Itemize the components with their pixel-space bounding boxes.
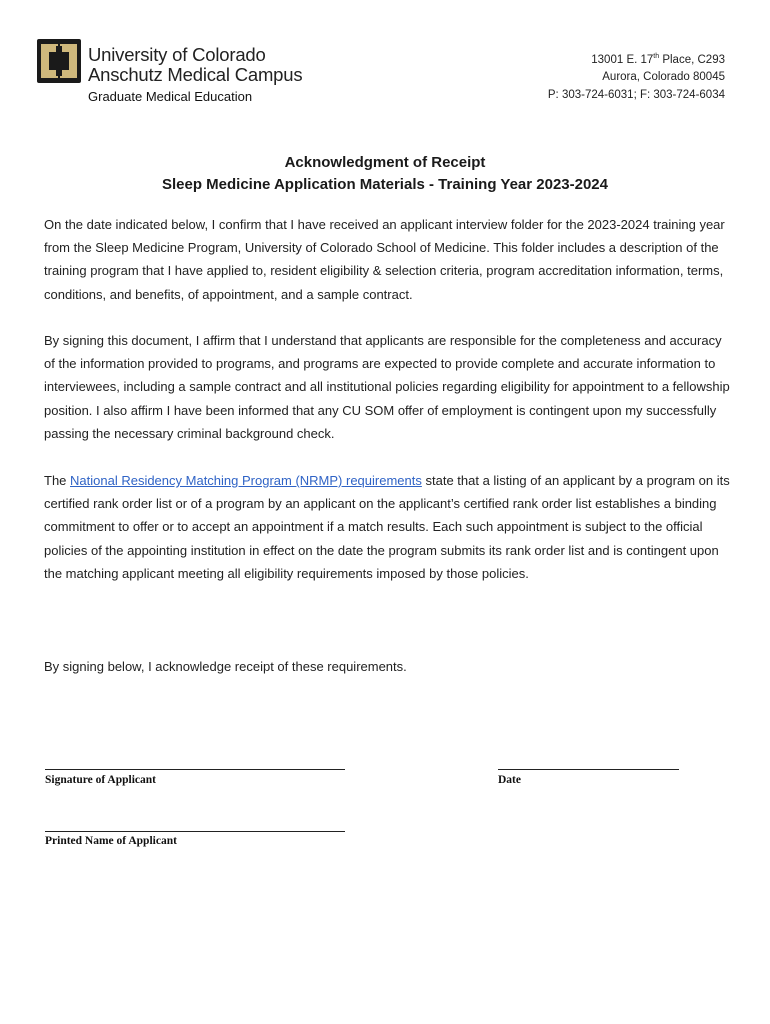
date-label: Date <box>498 774 521 786</box>
applicant-signature-label: Signature of Applicant <box>45 774 156 786</box>
address-line-3: P: 303-724-6031; F: 303-724-6034 <box>547 88 725 101</box>
printed-name-line[interactable] <box>45 831 345 832</box>
address-line-2: Aurora, Colorado 80045 <box>602 71 725 84</box>
logo-campus-name: Anschutz Medical Campus <box>88 64 303 85</box>
paragraph-confirmation: On the date indicated below, I confirm that I have received an applicant interview folder for the 2023-2024 training year from the Sleep Medicine Program, University of Colorado School of Medicine. This folder includes a description of the training program that I have applied to, resident eligibility & selection criteria, program accreditation information, terms, conditions, and benefits, of appointment, and a sample contract. <box>44 217 725 302</box>
date-line[interactable] <box>498 769 679 770</box>
paragraph-nrmp: The National Residency Matching Program (NRMP) requirements state that a listing of an applicant by a program on its certified rank order list or of a program by an applicant on the applicant’s certified rank order list establishes a binding commitment to offer or to accept an appointment if a match results. Each such appointment is subject to the official policies of the appointing institution in effect on the date the program submits its rank order list and is contingent upon the matching applicant meeting all eligibility requirements imposed by those policies. <box>44 473 730 581</box>
address-line-1: 13001 E. 17th Place, C293 <box>591 53 725 66</box>
title-line-1: Acknowledgment of Receipt <box>284 154 486 171</box>
nrmp-requirements-link[interactable]: National Residency Matching Program (NRMP) requirements <box>70 473 422 488</box>
document-title <box>0 152 770 196</box>
cu-logo-icon <box>36 38 82 84</box>
logo-department: Graduate Medical Education <box>88 89 253 104</box>
applicant-signature-line[interactable] <box>45 769 345 770</box>
university-logo <box>36 36 316 108</box>
title-line-2: Sleep Medicine Application Materials - Training Year 2023-2024 <box>161 176 608 193</box>
address-block <box>548 48 725 104</box>
paragraph-affirmation: By signing this document, I affirm that I understand that applicants are responsible for the completeness and accuracy of the information provided to programs, and programs are expected to provide complete and accurate information to interviewees, including a sample contract and all institutional policies regarding eligibility for appointment to a fellowship position. I also affirm I have been informed that any CU SOM offer of employment is contingent upon my successfully passing the necessary criminal background check. <box>44 333 730 441</box>
paragraph-acknowledge: By signing below, I acknowledge receipt of these requirements. <box>44 659 407 674</box>
logo-university-name: University of Colorado <box>88 44 266 65</box>
printed-name-label: Printed Name of Applicant <box>45 835 177 847</box>
